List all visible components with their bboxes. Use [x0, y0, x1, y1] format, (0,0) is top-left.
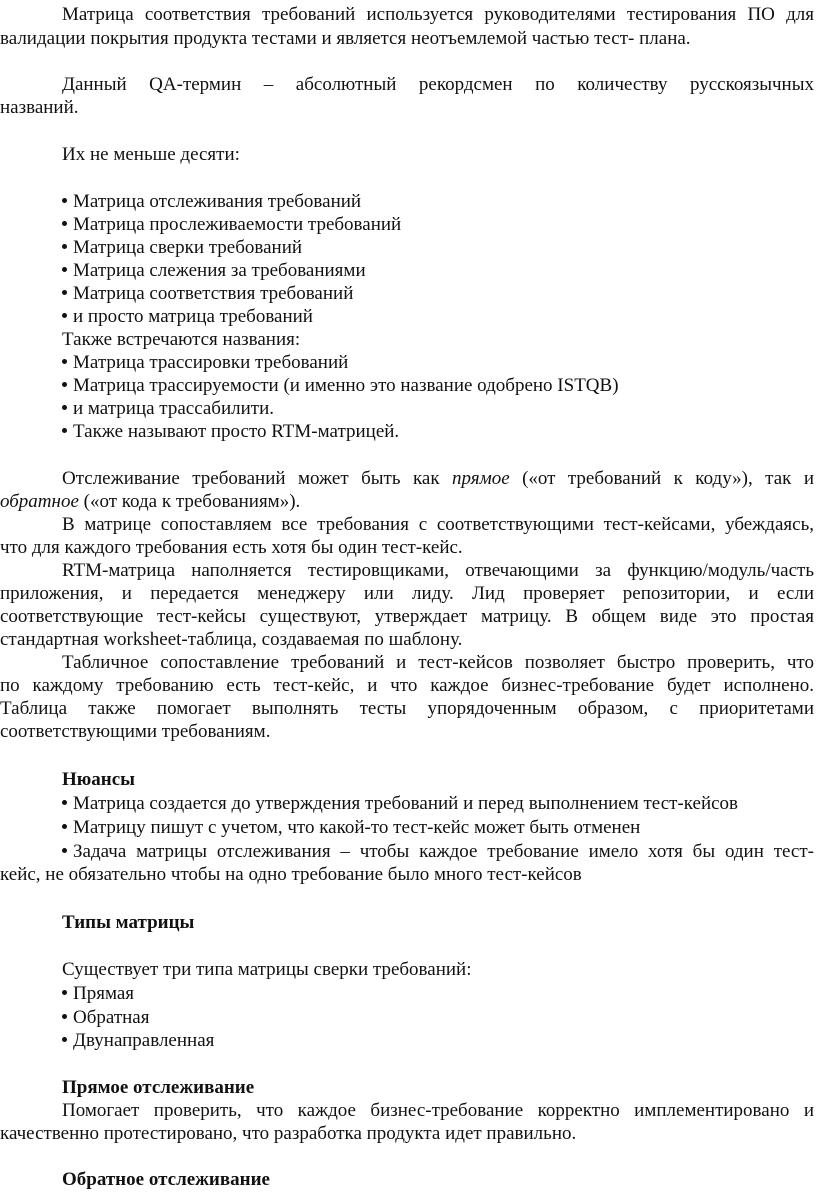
list-item: Задача матрицы отслеживания – чтобы каждое требование имело хотя бы один тест- — [62, 840, 814, 863]
bullet-icon — [62, 198, 67, 203]
list-item: Матрица сверки требований — [62, 236, 302, 259]
list-item: Также называют просто RTM-матрицей. — [62, 420, 399, 443]
list-item: Матрица прослеживаемости требований — [62, 213, 401, 236]
bullet-icon — [62, 221, 67, 226]
tracking-paragraph-4-line-1: Табличное сопоставление требований и тест-кейсов позволяет быстро проверить, что — [62, 652, 814, 673]
bullet-icon — [62, 1014, 67, 1019]
tracking-paragraph-4-line-2: по каждому требованию есть тест-кейс, и что каждое бизнес-требование будет исполнено. — [0, 675, 814, 696]
bullet-icon — [62, 428, 67, 433]
list-item: Матрица трассировки требований — [62, 351, 348, 374]
bullet-icon — [62, 359, 67, 364]
bullet-icon — [62, 800, 67, 805]
intro-paragraph-1-line-2: валидации покрытия продукта тестами и является неотъемлемой частью тест- плана. — [0, 28, 691, 49]
bullet-icon — [62, 824, 67, 829]
intro-paragraph-1-line-1: Матрица соответствия требований используется руководителями тестирования ПО для — [62, 4, 814, 25]
list-item: Матрица отслеживания требований — [62, 190, 361, 213]
tracking-paragraph-4-line-4: соответствующими требованиям. — [0, 721, 271, 742]
tracking-paragraph-3-line-4: стандартная worksheet-таблица, создаваемая по шаблону. — [0, 629, 463, 650]
intro-paragraph-2-line-2: названий. — [0, 97, 79, 118]
forward-heading: Прямое отслеживание — [62, 1077, 255, 1098]
list-item-continuation: кейс, не обязательно чтобы на одно требование было много тест-кейсов — [0, 864, 582, 885]
list-item: и просто матрица требований — [62, 305, 313, 328]
tracking-paragraph-3-line-3: соответствующие тест-кейсы существуют, утверждает матрицу. В общем виде это простая — [0, 606, 814, 627]
tracking-paragraph-4-line-3: Таблица также помогает выполнять тесты упорядоченным образом, с приоритетами — [0, 698, 814, 719]
list-item: и матрица трассабилити. — [62, 397, 274, 420]
forward-paragraph-line-1: Помогает проверить, что каждое бизнес-требование корректно имплементировано и — [62, 1100, 814, 1121]
tracking-paragraph-2-line-1: В матрице сопоставляем все требования с соответствующими тест-кейсами, убеждаясь, — [62, 514, 814, 535]
intro-paragraph-2-line-1: Данный QA-термин – абсолютный рекордсмен по количеству русскоязычных — [62, 74, 814, 95]
forward-paragraph-line-2: качественно протестировано, что разработка продукта идет правильно. — [0, 1123, 577, 1144]
list-item: Матрицу пишут с учетом, что какой-то тест-кейс может быть отменен — [62, 816, 640, 839]
intro-paragraph-3: Их не меньше десяти: — [62, 144, 240, 165]
bullet-icon — [62, 382, 67, 387]
list-item: Матрица трассируемости (и именно это название одобрено ISTQB) — [62, 374, 619, 397]
bullet-icon — [62, 244, 67, 249]
list-item: Матрица соответствия требований — [62, 282, 353, 305]
bullet-icon — [62, 267, 67, 272]
list-item: Матрица слежения за требованиями — [62, 259, 366, 282]
types-intro: Существует три типа матрицы сверки требований: — [62, 959, 472, 980]
tracking-paragraph-3-line-2: приложения, и передается менеджеру или лиду. Лид проверяет репозитории, и если — [0, 583, 814, 604]
tracking-paragraph-line-2: обратное («от кода к требованиям»). — [0, 491, 301, 512]
bullet-icon — [62, 405, 67, 410]
nuances-heading: Нюансы — [62, 769, 136, 790]
backward-heading: Обратное отслеживание — [62, 1169, 270, 1190]
types-heading: Типы матрицы — [62, 912, 195, 933]
list-item: Прямая — [62, 982, 134, 1005]
bullet-icon — [62, 990, 67, 995]
bullet-icon — [62, 290, 67, 295]
bullet-icon — [62, 848, 67, 853]
bullet-icon — [62, 313, 67, 318]
tracking-paragraph-3-line-1: RTM-матрица наполняется тестировщиками, отвечающими за функцию/модуль/часть — [62, 560, 814, 581]
bullet-icon — [62, 1037, 67, 1042]
also-heading: Также встречаются названия: — [62, 329, 301, 350]
tracking-paragraph-line-1: Отслеживание требований может быть как прямое («от требований к коду»), так и — [62, 468, 814, 489]
list-item: Обратная — [62, 1006, 149, 1029]
list-item: Двунаправленная — [62, 1029, 214, 1052]
tracking-paragraph-2-line-2: что для каждого требования есть хотя бы один тест-кейс. — [0, 537, 463, 558]
list-item: Матрица создается до утверждения требований и перед выполнением тест-кейсов — [62, 792, 738, 815]
